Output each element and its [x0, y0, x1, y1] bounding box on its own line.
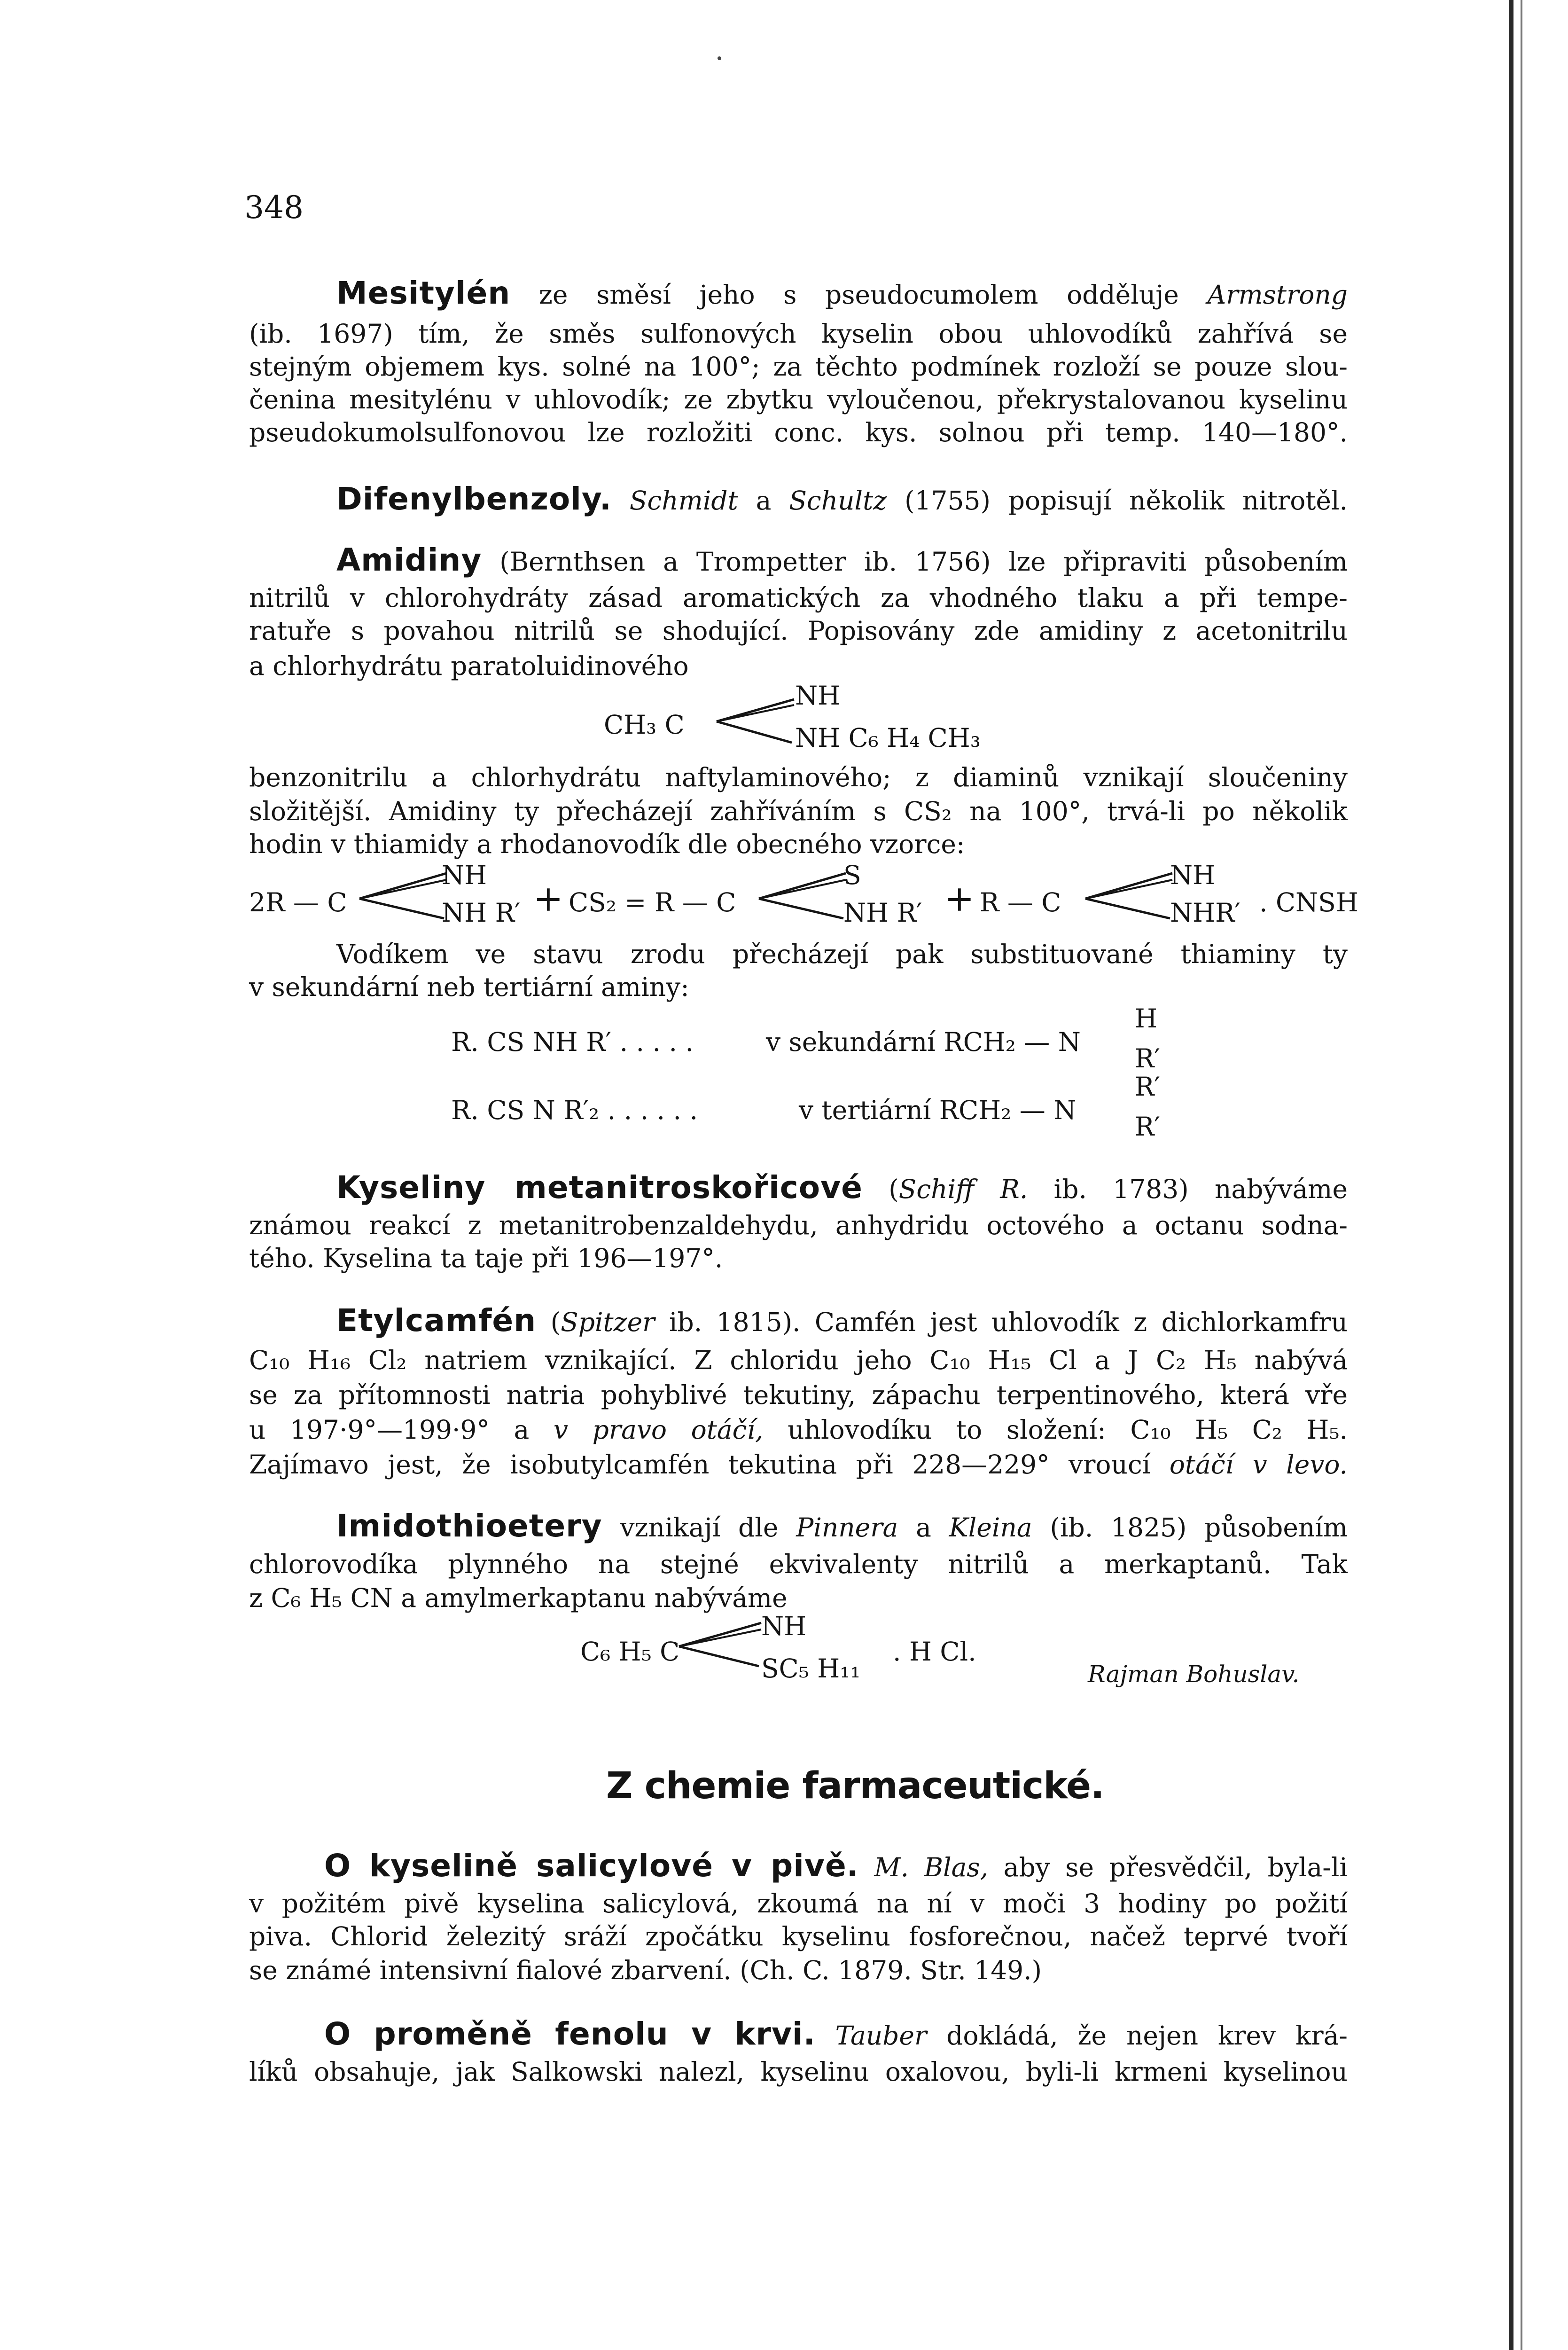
kyseliny-heading: Kyseliny metanitroskořicové	[336, 1169, 863, 1206]
mesitylen-heading: Mesitylén	[336, 275, 511, 311]
page-edge-shadow	[1521, 0, 1522, 2350]
bond-lines	[355, 870, 449, 921]
page-number: 348	[244, 189, 304, 226]
formula-part: R′	[1135, 1043, 1160, 1073]
author: M. Blas,	[874, 1852, 989, 1882]
author: Pinnera	[796, 1512, 898, 1543]
formula-part: R. CS N R′₂ . . . . . .	[451, 1095, 698, 1125]
author: Schultz	[789, 486, 887, 516]
formula-part: v sekundární RCH₂ — N	[766, 1027, 1081, 1057]
etyl-line-1: Etylcamfén (Spitzer ib. 1815). Camfén jest uhlovodík z dichlorkamfru	[336, 1302, 1348, 1339]
formula-part: C₆ H₅ C	[580, 1637, 680, 1667]
bond-lines	[754, 870, 848, 921]
author: Spitzer	[561, 1307, 655, 1337]
difenyl-line: Difenylbenzoly. Schmidt a Schultz (1755) popisují několik nitrotěl.	[336, 481, 1348, 517]
amidiny-heading: Amidiny	[336, 542, 482, 578]
amidiny-line-1: Amidiny (Bernthsen a Trompetter ib. 1756) lze připraviti působením	[336, 542, 1348, 578]
mesitylen-line-1: Mesitylén ze směsí jeho s pseudocumolem odděluje Armstrong	[336, 275, 1348, 311]
etyl-line-4: u 197·9°—199·9° a v pravo otáčí, uhlovodíku to složení: C₁₀ H₅ C₂ H₅.	[249, 1415, 1348, 1445]
formula-part: +	[533, 877, 563, 919]
salicyl-line-1: O kyselině salicylové v pivě. M. Blas, aby se přesvědčil, byla-li	[324, 1848, 1348, 1884]
formula-part: . H Cl.	[893, 1637, 976, 1667]
bond-lines	[1081, 870, 1175, 921]
formula-part: NH R′	[442, 898, 521, 928]
speck	[718, 56, 721, 60]
amidiny-line-3: ratuře s povahou nitrilů se shodující. Popisovány zde amidiny z acetonitrilu	[249, 616, 1348, 646]
formula-part: . CNSH	[1259, 887, 1358, 917]
imido-line-3: z C₆ H₅ CN a amylmerkaptanu nabýváme	[249, 1583, 788, 1613]
formula-part: +	[944, 877, 975, 919]
etyl-line-5: Zajímavo jest, že isobutylcamfén tekutina při 228—229° vroucí otáčí v levo.	[249, 1449, 1348, 1480]
salicyl-line-2: v požitém pivě kyselina salicylová, zkoumá na ní v moči 3 hodiny po požití	[249, 1888, 1348, 1919]
author: Schmidt	[629, 486, 738, 516]
section-title: Z chemie farmaceutické.	[606, 1765, 1104, 1807]
formula-part: R′	[1135, 1072, 1160, 1102]
salicyl-heading: O kyselině salicylové v pivě.	[324, 1848, 859, 1884]
amidiny-line-4: a chlorhydrátu paratoluidinového	[249, 651, 689, 681]
bond-lines	[674, 1619, 764, 1671]
imido-line-2: chlorovodíka plynného na stejné ekvivalenty nitrilů a merkaptanů. Tak	[249, 1549, 1348, 1579]
page-edge	[1509, 0, 1513, 2350]
formula-part: NH	[795, 681, 841, 711]
etyl-line-3: se za přítomnosti natria pohyblivé tekutiny, zápachu terpentinového, která vře	[249, 1380, 1348, 1410]
formula-part: R′	[1135, 1112, 1160, 1142]
formula-part: v tertiární RCH₂ — N	[799, 1095, 1077, 1125]
amidiny-line-7: hodin v thiamidy a rhodanovodík dle obecného vzorce:	[249, 829, 965, 859]
salicyl-line-4: se známé intensivní fialové zbarvení. (Ch. C. 1879. Str. 149.)	[249, 1955, 1042, 1985]
formula-part: R — C	[980, 887, 1061, 917]
difenyl-heading: Difenylbenzoly.	[336, 481, 612, 517]
formula-part: NH	[1170, 860, 1216, 890]
etyl-heading: Etylcamfén	[336, 1302, 537, 1339]
fenol-line-1: O proměně fenolu v krvi. Tauber dokládá, že nejen krev krá-	[324, 2016, 1348, 2052]
mesitylen-line-5: pseudokumolsulfonovou lze rozložiti conc. kys. solnou při temp. 140—180°.	[249, 417, 1348, 447]
formula-part: NH R′	[843, 898, 922, 928]
vodik-line-2: v sekundární neb tertiární aminy:	[249, 972, 689, 1002]
vodik-line-1: Vodíkem ve stavu zrodu přecházejí pak substituované thiaminy ty	[336, 939, 1348, 969]
formula-part: NH	[761, 1611, 807, 1641]
fenol-heading: O proměně fenolu v krvi.	[324, 2016, 816, 2052]
author: Schiff R.	[898, 1174, 1028, 1204]
formula-part: SC₅ H₁₁	[761, 1653, 861, 1684]
imido-line-1: Imidothioetery vznikají dle Pinnera a Kleina (ib. 1825) působením	[336, 1508, 1348, 1544]
bond-lines	[712, 696, 796, 747]
mesitylen-line-3: stejným objemem kys. solné na 100°; za těchto podmínek rozloží se pouze slou-	[249, 352, 1348, 382]
fenol-line-2: líků obsahuje, jak Salkowski nalezl, kyselinu oxalovou, byli-li krmeni kyselinou	[249, 2057, 1348, 2087]
formula-part: NH C₆ H₄ CH₃	[795, 723, 981, 753]
formula-part: R. CS NH R′ . . . . .	[451, 1027, 694, 1057]
salicyl-line-3: piva. Chlorid železitý sráží zpočátku kyselinu fosforečnou, načež teprvé tvoří	[249, 1921, 1348, 1951]
formula-part: CS₂ = R — C	[569, 887, 736, 917]
etyl-line-2: C₁₀ H₁₆ Cl₂ natriem vznikající. Z chloridu jeho C₁₀ H₁₅ Cl a J C₂ H₅ nabývá	[249, 1345, 1348, 1375]
formula-part: NH	[442, 860, 487, 890]
amidiny-line-2: nitrilů v chlorohydráty zásad aromatických za vhodného tlaku a při tempe-	[249, 583, 1348, 613]
formula-part: H	[1135, 1003, 1157, 1034]
formula-part: S	[843, 860, 861, 890]
mesitylen-line-4: čenina mesitylénu v uhlovodík; ze zbytku vyloučenou, překrystalovanou kyselinu	[249, 384, 1348, 415]
kyseliny-line-1: Kyseliny metanitroskořicové (Schiff R. ib. 1783) nabýváme	[336, 1169, 1348, 1206]
imido-heading: Imidothioetery	[336, 1508, 602, 1544]
author: Kleina	[949, 1512, 1032, 1543]
formula-part: 2R — C	[249, 887, 347, 917]
mesitylen-line-2: (ib. 1697) tím, že směs sulfonových kyselin obou uhlovodíků zahřívá se	[249, 319, 1348, 349]
kyseliny-line-3: tého. Kyselina ta taje při 196—197°.	[249, 1243, 723, 1273]
author: Armstrong	[1207, 280, 1348, 310]
kyseliny-line-2: známou reakcí z metanitrobenzaldehydu, anhydridu octového a octanu sodna-	[249, 1210, 1348, 1240]
amidiny-line-5: benzonitrilu a chlorhydrátu naftylaminového; z diaminů vznikají sloučeniny	[249, 762, 1348, 792]
signature: Rajman Bohuslav.	[1088, 1661, 1300, 1688]
amidiny-line-6: složitější. Amidiny ty přecházejí zahříváním s CS₂ na 100°, trvá-li po několik	[249, 796, 1348, 826]
formula-part: CH₃ C	[604, 710, 685, 740]
author: Tauber	[835, 2021, 927, 2051]
formula-part: NHR′	[1170, 898, 1240, 928]
